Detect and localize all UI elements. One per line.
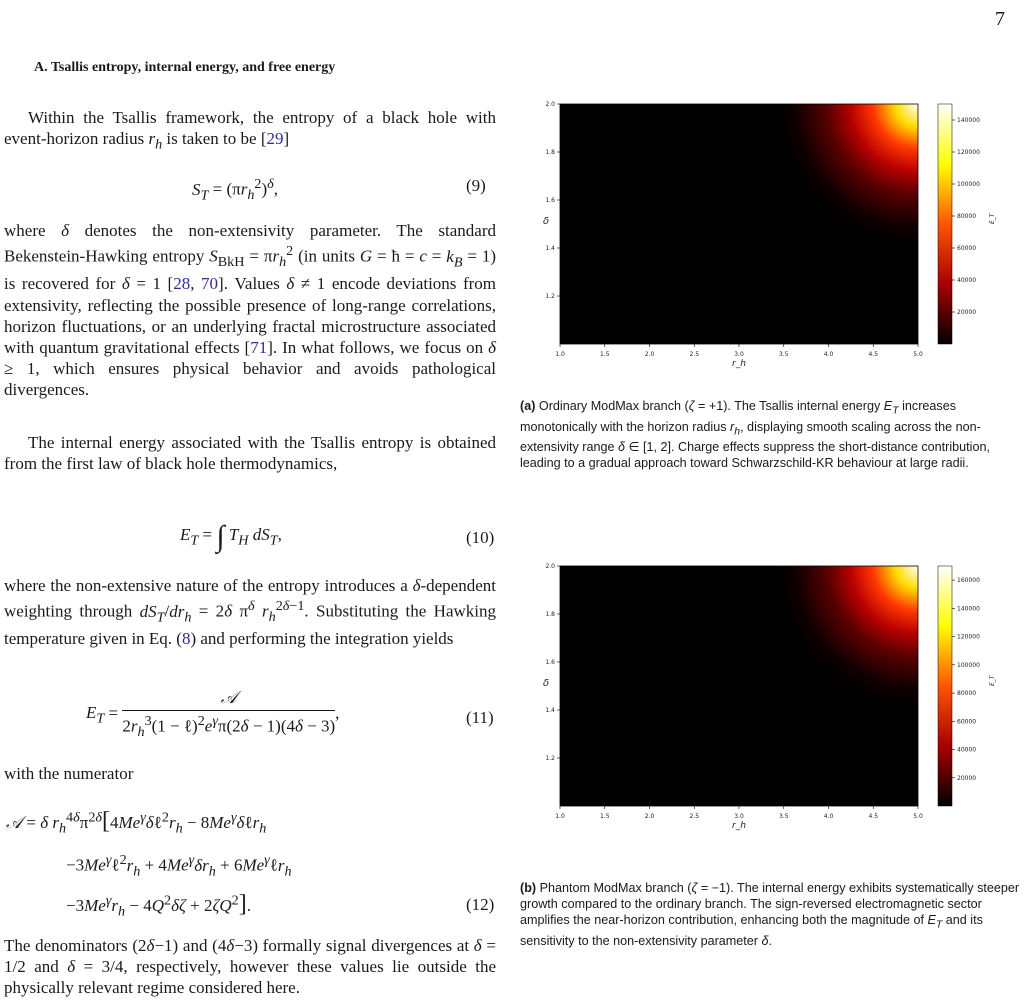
x-tick-label: 4.5 bbox=[868, 813, 879, 820]
equation-12-line-2: $-3Me^\gamma\ell^2r_h + 4Me^\gamma\delta r_h$ + $6Me^\gamma\ell r_h$ bbox=[66, 852, 292, 880]
citation-link[interactable]: 70 bbox=[201, 274, 219, 294]
paragraph-4: where the non-extensive nature of the entropy introduces a δ-dependent weighting through $dS_T/dr_h = 2\delta$ $\pi^\delta$ $r_h^{2\delta-1}$. Substituting the Hawking temperature given in Eq. (8) and performing the integration yields bbox=[4, 576, 496, 649]
colorbar bbox=[938, 566, 952, 806]
y-tick-label: 1.6 bbox=[545, 197, 555, 204]
x-axis-label: r_h bbox=[732, 359, 746, 369]
heatmap-cells bbox=[560, 104, 918, 344]
citation-link[interactable]: 28 bbox=[173, 274, 191, 294]
figure-a-label: (a) bbox=[520, 399, 536, 413]
colorbar-label: E_T bbox=[989, 675, 996, 686]
y-tick-label: 1.4 bbox=[545, 707, 555, 714]
colorbar-label: E_T bbox=[989, 213, 996, 224]
x-tick-label: 3.0 bbox=[734, 351, 744, 358]
colorbar-tick-label: 120000 bbox=[957, 149, 980, 156]
colorbar-tick-label: 140000 bbox=[957, 117, 980, 124]
x-tick-label: 3.0 bbox=[734, 813, 744, 820]
colorbar-tick-label: 120000 bbox=[957, 633, 980, 641]
x-axis-label: r_h bbox=[732, 821, 746, 831]
y-tick-label: 1.4 bbox=[545, 245, 555, 252]
x-tick-label: 1.5 bbox=[599, 813, 610, 820]
heatmap-figure-b bbox=[542, 558, 1015, 838]
equation-9: $S_T = (\pi r_h^2)^\delta$, bbox=[192, 176, 279, 204]
y-tick-label: 2.0 bbox=[545, 101, 555, 108]
figure-a-caption: (a) Ordinary ModMax branch (ζ = +1). The Tsallis internal energy $E_T$ increases monotonically with the horizon radius $r_h$, displaying smooth scaling across the non-extensivity range δ ∈ [1, 2]. Charge effects suppress the short-distance contribution, leading to a gradual approach toward Schwarzschild-KR behaviour at large radii. bbox=[520, 399, 990, 471]
colorbar-tick-label: 160000 bbox=[957, 577, 980, 585]
y-tick-label: 1.8 bbox=[545, 149, 555, 156]
section-title bbox=[34, 60, 335, 76]
x-tick-label: 1.0 bbox=[555, 813, 565, 820]
colorbar-tick-label: 140000 bbox=[957, 605, 980, 613]
x-tick-label: 4.0 bbox=[823, 351, 834, 358]
equation-11: $E_T$ = $\frac{\text{𝒜}}{2r_h^3(1 - \ell)^2e^\gamma\pi(2\delta - 1)(4\delta - 3)}$ , bbox=[86, 688, 340, 741]
section-title-text: A. Tsallis entropy, internal energy, and free energy bbox=[34, 60, 336, 75]
x-tick-label: 2.5 bbox=[689, 351, 700, 358]
x-tick-label: 2.0 bbox=[644, 351, 655, 358]
equation-10-number: (10) bbox=[466, 528, 495, 547]
equation-12-line-3: $-3Me^\gamma r_h - 4Q^2\delta\zeta + 2\zeta Q^2$]. bbox=[66, 891, 251, 920]
colorbar-tick-label: 40000 bbox=[957, 746, 977, 754]
x-tick-label: 5.0 bbox=[913, 351, 923, 358]
equation-ref-link[interactable]: 8 bbox=[181, 629, 191, 649]
equation-12-line-1: 𝒜 = δ $r_h^{4\delta}\pi^{2\delta}[4Me^\gamma\delta\ell^2r_h$ − $8Me^\gamma\delta\ell r_h$ bbox=[6, 808, 267, 837]
y-tick-label: 2.0 bbox=[545, 563, 555, 570]
equation-9-number: (9) bbox=[466, 176, 486, 195]
colorbar bbox=[938, 104, 952, 344]
heatmap-cells bbox=[560, 566, 918, 806]
colorbar-tick-label: 40000 bbox=[957, 277, 977, 284]
colorbar-tick-label: 80000 bbox=[957, 690, 977, 698]
heatmap-figure-a bbox=[542, 96, 1015, 376]
y-tick-label: 1.2 bbox=[545, 293, 555, 300]
colorbar-tick-label: 100000 bbox=[957, 661, 980, 669]
equation-10: $E_T$ = ∫ $T_H$ $dS_T$, bbox=[180, 520, 282, 553]
y-axis-label: δ bbox=[542, 678, 550, 689]
x-tick-label: 3.5 bbox=[778, 351, 789, 358]
colorbar-tick-label: 20000 bbox=[957, 774, 977, 782]
x-tick-label: 4.5 bbox=[868, 351, 879, 358]
x-tick-label: 2.5 bbox=[689, 813, 700, 820]
colorbar-tick-label: 60000 bbox=[957, 718, 977, 726]
colorbar-tick-label: 80000 bbox=[957, 213, 977, 220]
paragraph-5: with the numerator bbox=[4, 764, 134, 783]
x-tick-label: 3.5 bbox=[778, 813, 789, 820]
colorbar-tick-label: 100000 bbox=[957, 181, 980, 188]
citation-link[interactable]: 71 bbox=[250, 338, 268, 358]
y-tick-label: 1.2 bbox=[545, 755, 555, 762]
x-tick-label: 1.0 bbox=[555, 351, 565, 358]
citation-link[interactable]: 29 bbox=[266, 129, 284, 149]
figure-b-label: (b) bbox=[520, 881, 537, 895]
x-tick-label: 4.0 bbox=[823, 813, 834, 820]
y-tick-label: 1.6 bbox=[545, 659, 555, 666]
paragraph-3: The internal energy associated with the Tsallis entropy is obtained from the first law of black hole thermodynamics, bbox=[4, 433, 496, 474]
equation-11-number: (11) bbox=[466, 708, 494, 727]
page-number: 7 bbox=[995, 8, 1005, 30]
figure-b-caption: (b) Phantom ModMax branch (ζ = −1). The internal energy exhibits systematically steeper growth compared to the ordinary branch. The sign-reversed electromagnetic sector amplifies the near-horizon contribution, enhancing both the magnitude of $E_T$ and its sensitivity to the non-extensivity parameter δ. bbox=[520, 881, 1020, 948]
paragraph-2: where δ denotes the non-extensivity parameter. The standard Bekenstein-Hawking entropy $S_{BkH} = \pi r_h^2$ (in units G = ħ = $c = k_B = 1$) is recovered for δ = 1 [28, 70]. Values δ ≠ 1 encode deviations from extensivity, reflecting the possible presence of long-range correlations, horizon fluctuations, or an underlying fractal microstructure associated with quantum gravitational effects [71]. In what follows, we focus on δ ≥ 1, which ensures physical behavior and avoids pathological divergences. bbox=[4, 221, 497, 400]
colorbar-tick-label: 20000 bbox=[957, 309, 977, 316]
colorbar-tick-label: 60000 bbox=[957, 245, 977, 252]
equation-12-number: (12) bbox=[466, 895, 495, 914]
x-tick-label: 2.0 bbox=[644, 813, 655, 820]
y-tick-label: 1.8 bbox=[545, 611, 555, 618]
paragraph-1: Within the Tsallis framework, the entropy of a black hole with event-horizon radius $r_h$ is taken to be [29] bbox=[4, 108, 496, 153]
y-axis-label: δ bbox=[542, 216, 550, 227]
x-tick-label: 1.5 bbox=[599, 351, 610, 358]
paragraph-6: The denominators (2δ−1) and (4δ−3) formally signal divergences at δ = 1/2 and δ = 3/4, respectively, however these values lie outside the physically relevant regime considered here. bbox=[4, 936, 496, 998]
x-tick-label: 5.0 bbox=[913, 813, 923, 820]
